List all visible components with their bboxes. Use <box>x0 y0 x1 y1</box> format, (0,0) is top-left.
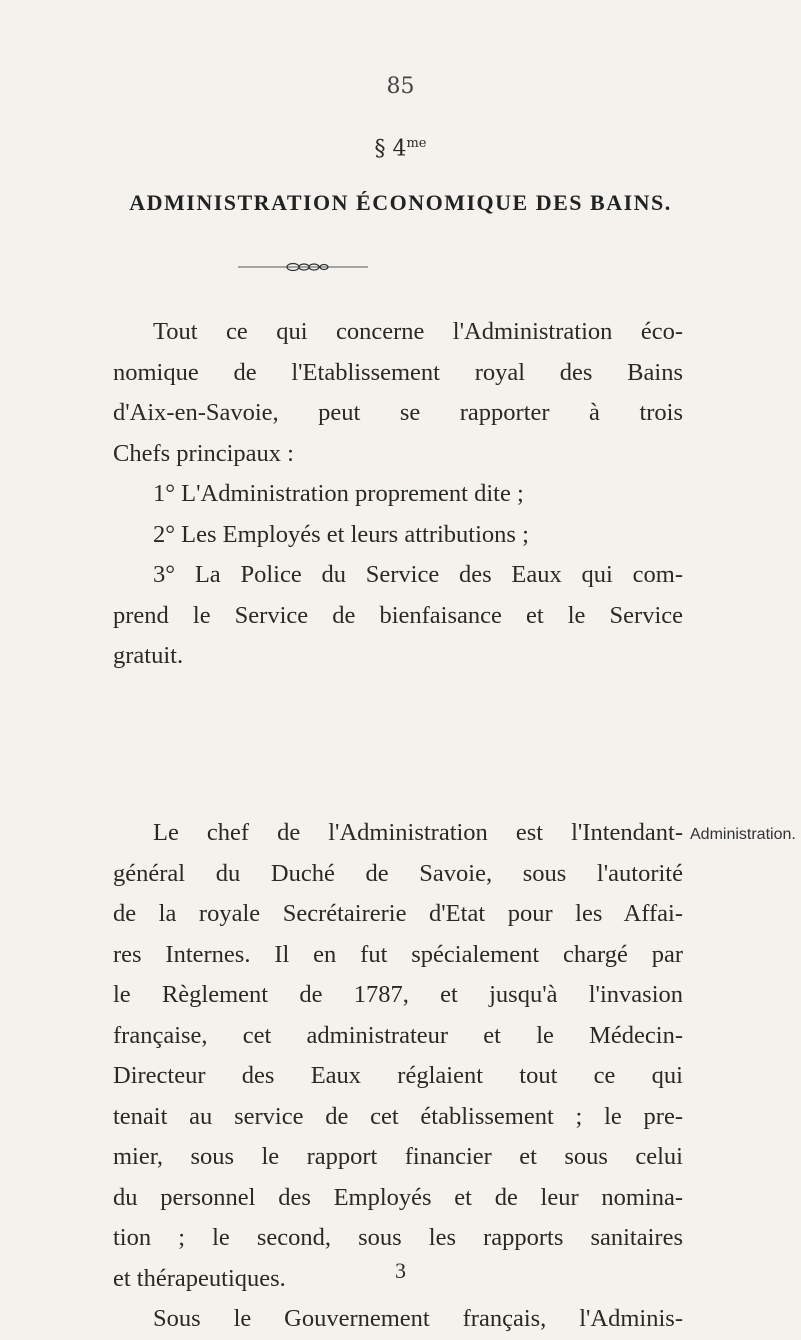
text-line: de la royale Secrétairerie d'Etat pour les Affai- <box>113 900 683 927</box>
paragraph-intro <box>113 312 683 677</box>
text-line: tenait au service de cet établissement ; le pre- <box>113 1102 683 1130</box>
text-line: Tout ce qui concerne l'Administration éco- <box>153 318 683 345</box>
text-line: prend le Service de bienfaisance et le Service <box>113 601 683 629</box>
margin-note: Administration. <box>690 826 796 843</box>
list-item: 2° Les Employés et leurs attributions ; <box>153 520 529 548</box>
text-line: et thérapeutiques. <box>113 1264 286 1292</box>
text-line: le Règlement de 1787, et jusqu'à l'invasion <box>113 981 683 1008</box>
section-heading: ADMINISTRATION ÉCONOMIQUE DES BAINS. <box>129 190 672 215</box>
section-mark-superscript: me <box>406 136 427 151</box>
text-line: Sous le Gouvernement français, l'Adminis- <box>153 1305 683 1332</box>
text-line: française, cet administrateur et le Médecin- <box>113 1021 683 1049</box>
text-line: gratuit. <box>113 642 184 669</box>
text-line: du personnel des Employés et de leur nomina- <box>113 1183 683 1211</box>
section-mark <box>0 136 801 161</box>
text-line: tion ; le second, sous les rapports sanitaires <box>113 1224 683 1251</box>
text-line: mier, sous le rapport financier et sous celui <box>113 1143 683 1170</box>
ornament-divider <box>238 262 368 272</box>
page-number: 85 <box>386 74 415 99</box>
text-line: d'Aix-en-Savoie, peut se rapporter à trois <box>113 399 683 426</box>
signature-mark: 3 <box>395 1258 406 1283</box>
list-item: 1° L'Administration proprement dite ; <box>153 480 524 507</box>
text-line: Chefs principaux : <box>113 439 294 467</box>
text-line: général du Duché de Savoie, sous l'autorité <box>113 859 683 887</box>
section-mark-text: § 4 <box>374 136 407 162</box>
text-line: Le chef de l'Administration est l'Intendant- <box>153 819 683 846</box>
text-line: nomique de l'Etablissement royal des Bains <box>113 358 683 386</box>
text-line: res Internes. Il en fut spécialement chargé par <box>113 940 683 968</box>
list-item: 3° La Police du Service des Eaux qui com- <box>153 561 683 588</box>
text-line: Directeur des Eaux réglaient tout ce qui <box>113 1062 683 1089</box>
